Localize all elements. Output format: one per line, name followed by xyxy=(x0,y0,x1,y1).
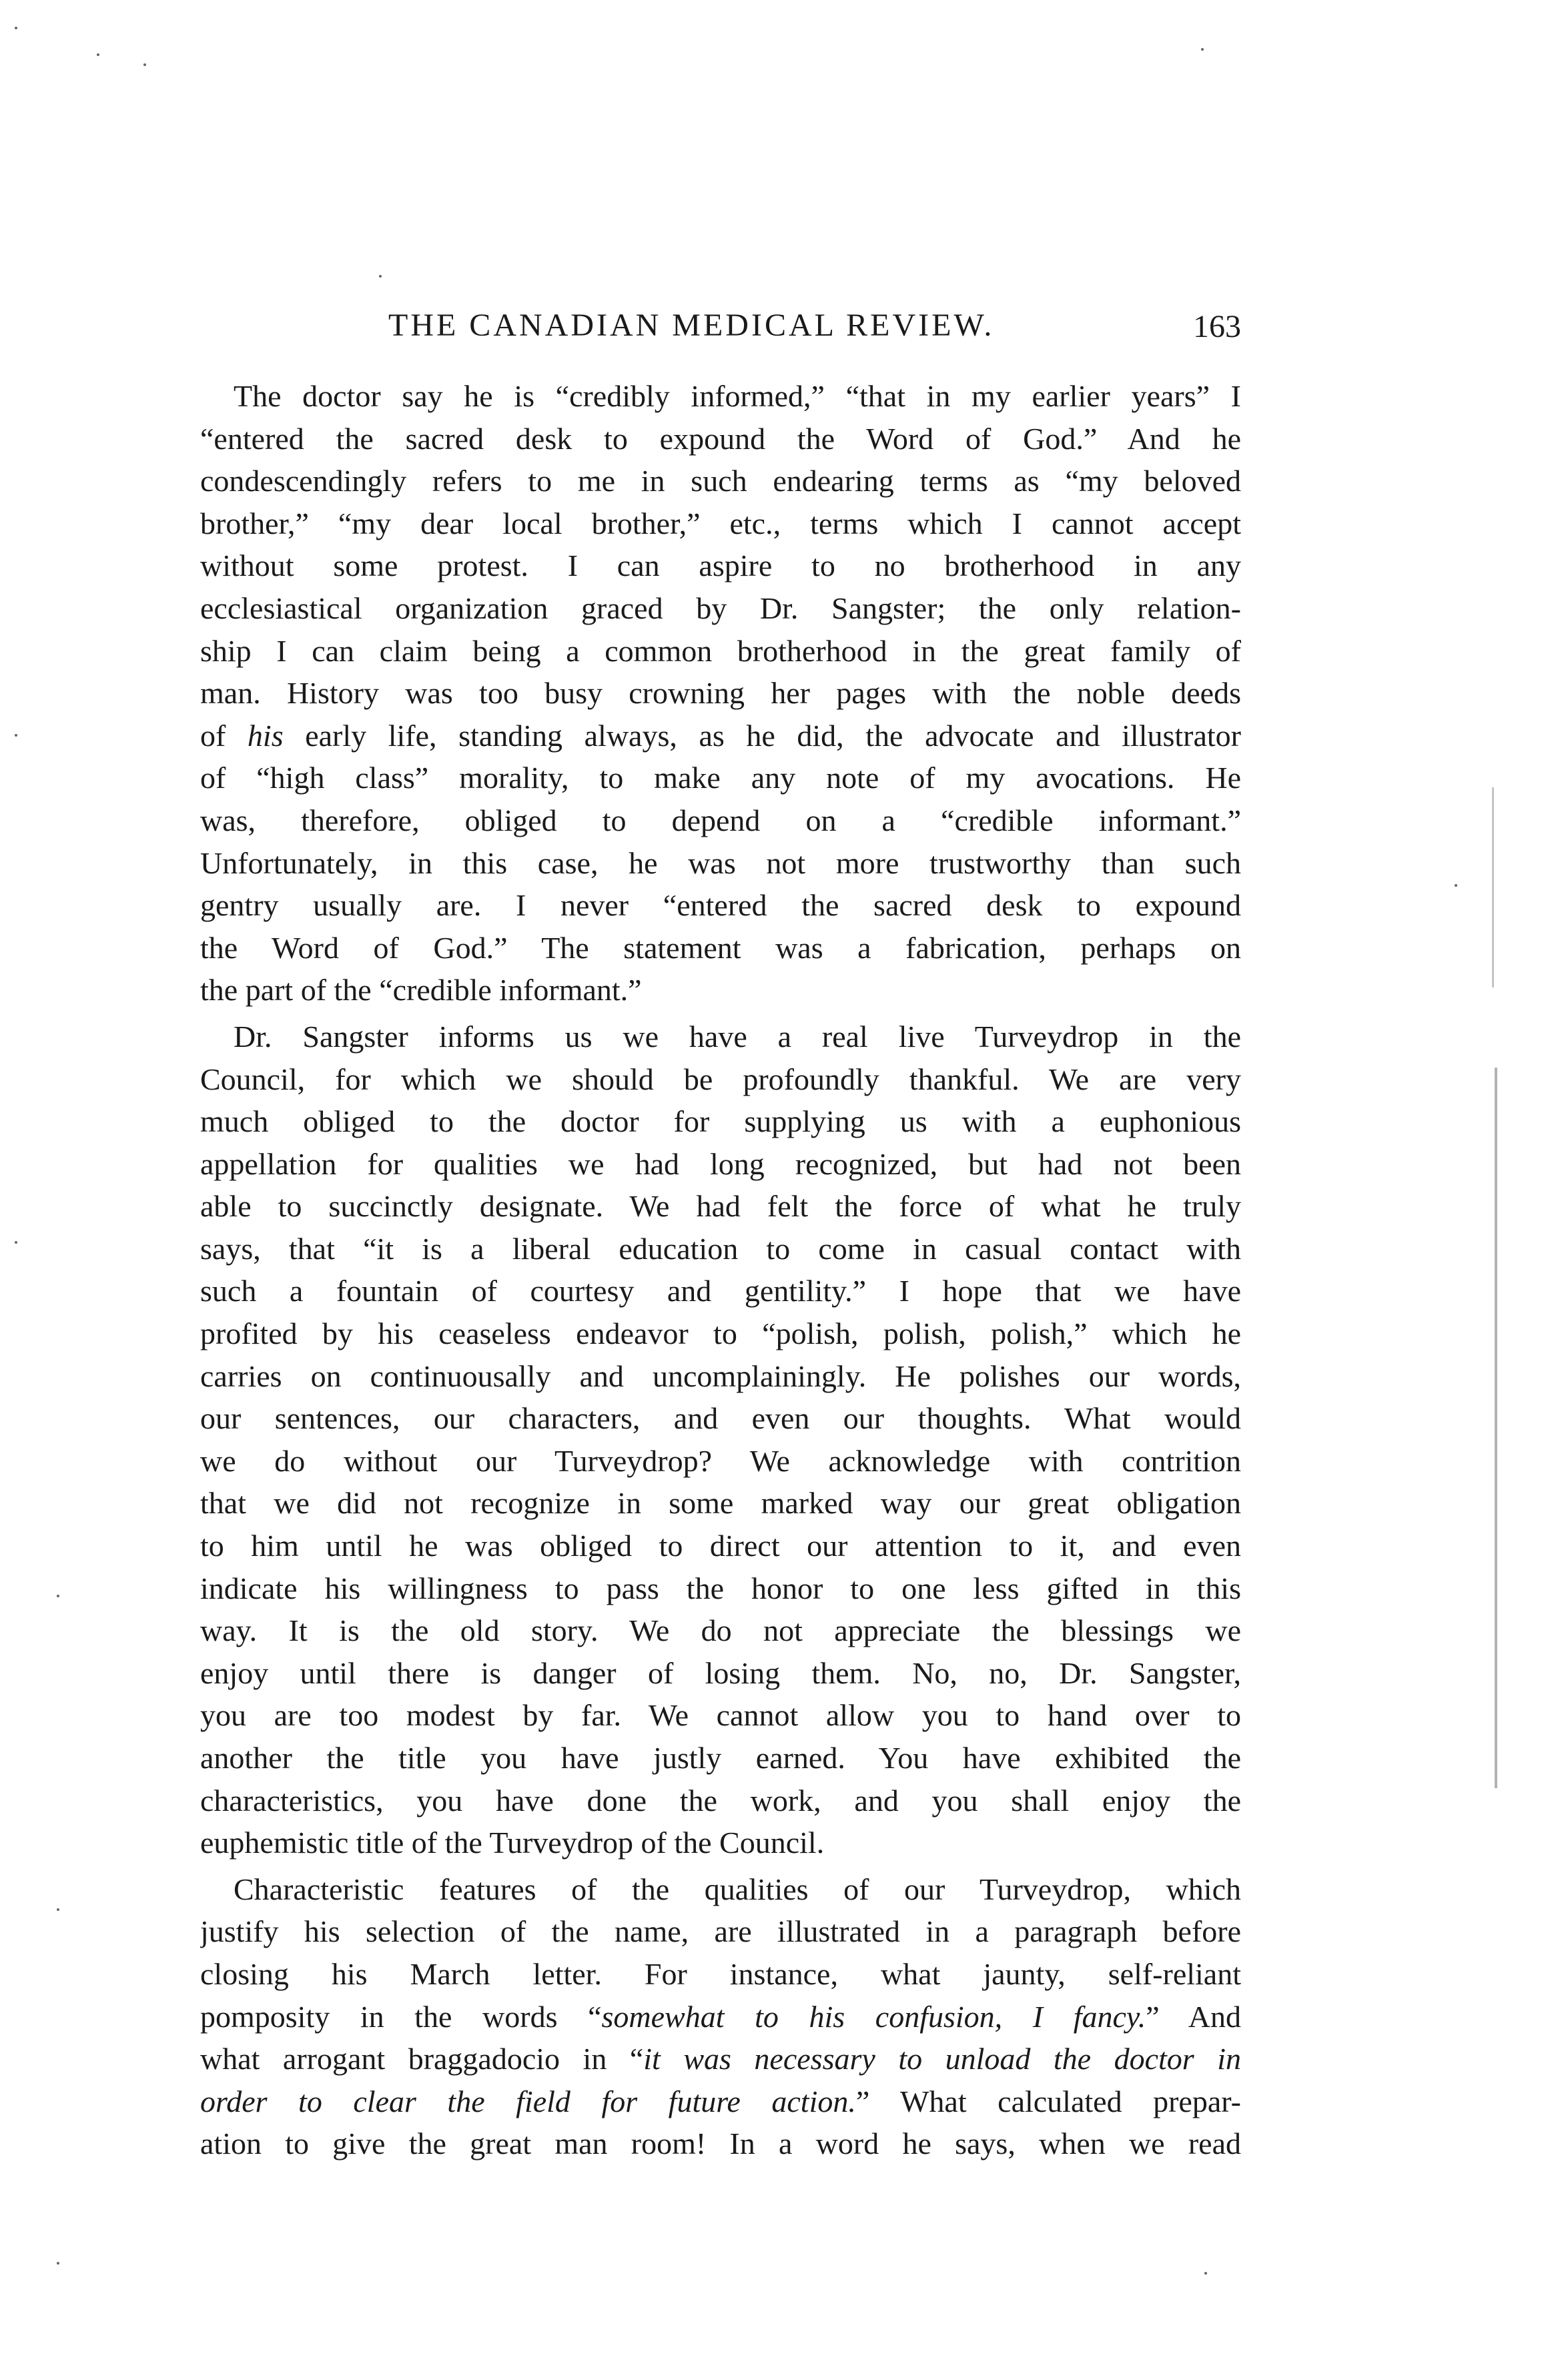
text-line: ation to give the great man room! In a word he says, when we read xyxy=(200,2126,1241,2161)
italic-text: his xyxy=(247,718,284,753)
scan-mark-right xyxy=(1492,787,1494,987)
text-line: “entered the sacred desk to expound the Word of God.” And he xyxy=(200,421,1241,456)
text-line: we do without our Turveydrop? We acknowledge with contrition xyxy=(200,1443,1241,1478)
italic-text: it was necessary to unload the doctor in xyxy=(643,2042,1241,2076)
journal-title: THE CANADIAN MEDICAL REVIEW. xyxy=(388,308,995,343)
scan-dot xyxy=(143,63,146,66)
text-line: what arrogant braggadocio in “it was necessary to unload the doctor in xyxy=(200,2042,1241,2076)
scan-dot xyxy=(15,734,17,737)
text-line: was, therefore, obliged to depend on a “credible informant.” xyxy=(200,803,1241,837)
text-line: Unfortunately, in this case, he was not more trustworthy than such xyxy=(200,845,1241,880)
text-line: our sentences, our characters, and even our thoughts. What would xyxy=(200,1401,1241,1436)
text-line: without some protest. I can aspire to no brotherhood in any xyxy=(200,548,1241,583)
scan-dot xyxy=(15,1241,17,1244)
italic-text: somewhat to his confusion, I fancy. xyxy=(601,1999,1146,2034)
text-line: enjoy until there is danger of losing them. No, no, Dr. Sangster, xyxy=(200,1655,1241,1690)
text-line: euphemistic title of the Turveydrop of the Council. xyxy=(200,1826,825,1860)
text-line: to him until he was obliged to direct our attention to it, and even xyxy=(200,1529,1241,1563)
text-line: brother,” “my dear local brother,” etc., terms which I cannot accept xyxy=(200,506,1241,540)
text-line: of his early life, standing always, as he did, the advocate and illustrator xyxy=(200,718,1241,753)
text-line: profited by his ceaseless endeavor to “polish, polish, polish,” which he xyxy=(200,1316,1241,1351)
text-line: ship I can claim being a common brotherhood in the great family of xyxy=(200,633,1241,668)
text-line: justify his selection of the name, are illustrated in a paragraph before xyxy=(200,1914,1241,1949)
running-head xyxy=(200,307,1241,354)
article-body xyxy=(200,375,1241,2165)
text-line: Dr. Sangster informs us we have a real live Turveydrop in the xyxy=(234,1019,1241,1054)
text-line: gentry usually are. I never “entered the sacred desk to expound xyxy=(200,888,1241,923)
scan-dot xyxy=(57,2262,59,2265)
text-line: you are too modest by far. We cannot allow you to hand over to xyxy=(200,1698,1241,1733)
text-line: of “high class” morality, to make any note of my avocations. He xyxy=(200,761,1241,795)
text-line: such a fountain of courtesy and gentility.” I hope that we have xyxy=(200,1274,1241,1308)
text-line: order to clear the field for future action.” What calculated prepar- xyxy=(200,2084,1241,2118)
text-line: that we did not recognize in some marked way our great obligation xyxy=(200,1486,1241,1521)
scan-mark-right xyxy=(1495,1068,1497,1788)
scan-dot xyxy=(15,27,17,29)
text-line: man. History was too busy crowning her pages with the noble deeds xyxy=(200,676,1241,711)
scan-dot xyxy=(57,1908,59,1911)
text-line: able to succinctly designate. We had felt the force of what he truly xyxy=(200,1189,1241,1224)
text-line: Council, for which we should be profoundly thankful. We are very xyxy=(200,1062,1241,1096)
text-line: much obliged to the doctor for supplying us with a euphonious xyxy=(200,1104,1241,1139)
text-line: indicate his willingness to pass the honor to one less gifted in this xyxy=(200,1571,1241,1605)
text-line: the Word of God.” The statement was a fabrication, perhaps on xyxy=(200,930,1241,965)
text-line: Characteristic features of the qualities of our Turveydrop, which xyxy=(234,1872,1241,1906)
text-line: pomposity in the words “somewhat to his confusion, I fancy.” And xyxy=(200,1999,1241,2034)
text-line: way. It is the old story. We do not appreciate the blessings we xyxy=(200,1613,1241,1648)
text-line: says, that “it is a liberal education to come in casual contact with xyxy=(200,1231,1241,1266)
scan-dot xyxy=(57,1595,59,1597)
text-line: The doctor say he is “credibly informed,” “that in my earlier years” I xyxy=(234,379,1241,413)
italic-text: order to clear the field for future action. xyxy=(200,2084,856,2118)
scan-dot xyxy=(1455,884,1457,887)
page-number: 163 xyxy=(1193,309,1241,344)
scan-dot xyxy=(97,53,99,56)
text-line: carries on continuousally and uncomplainingly. He polishes our words, xyxy=(200,1358,1241,1393)
text-line: closing his March letter. For instance, what jaunty, self-reliant xyxy=(200,1956,1241,1991)
text-line: appellation for qualities we had long recognized, but had not been xyxy=(200,1146,1241,1181)
scan-dot xyxy=(379,275,382,278)
text-line: ecclesiastical organization graced by Dr. Sangster; the only relation- xyxy=(200,590,1241,625)
text-line: condescendingly refers to me in such endearing terms as “my beloved xyxy=(200,464,1241,498)
text-line: characteristics, you have done the work, and you shall enjoy the xyxy=(200,1783,1241,1818)
text-line: the part of the “credible informant.” xyxy=(200,973,642,1008)
scan-dot xyxy=(1204,2272,1207,2275)
text-line: another the title you have justly earned. You have exhibited the xyxy=(200,1741,1241,1775)
scan-dot xyxy=(1201,48,1204,51)
